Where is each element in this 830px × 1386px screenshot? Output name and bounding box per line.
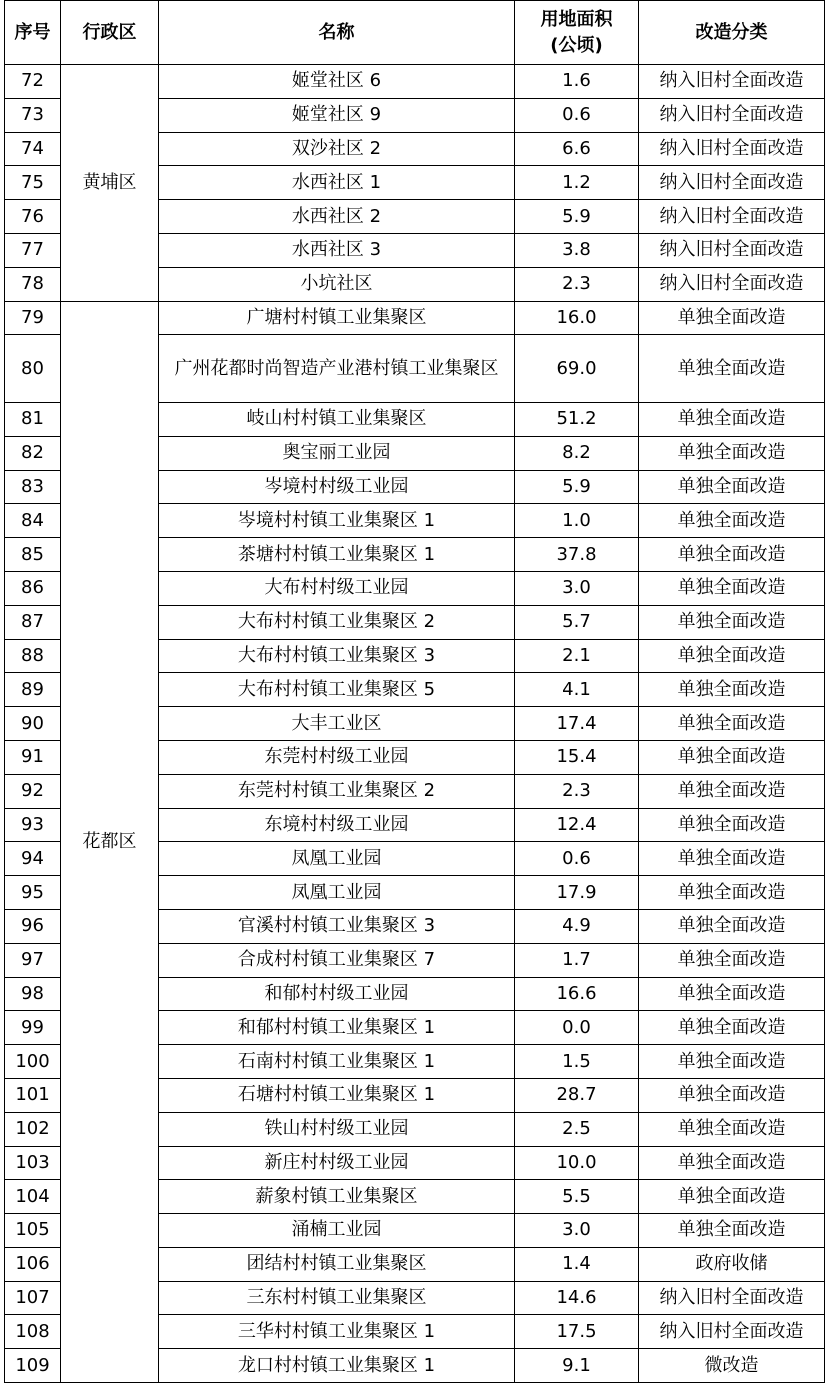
row-area: 16.0 — [515, 301, 639, 335]
row-index: 86 — [5, 571, 61, 605]
row-type: 单独全面改造 — [639, 470, 825, 504]
row-type: 单独全面改造 — [639, 876, 825, 910]
row-index: 84 — [5, 504, 61, 538]
row-type: 单独全面改造 — [639, 673, 825, 707]
row-name: 东莞村村级工业园 — [159, 740, 515, 774]
row-type: 单独全面改造 — [639, 1180, 825, 1214]
row-index: 77 — [5, 233, 61, 267]
row-area: 5.9 — [515, 470, 639, 504]
row-index: 95 — [5, 876, 61, 910]
row-index: 92 — [5, 774, 61, 808]
row-area: 3.8 — [515, 233, 639, 267]
row-name: 水西社区 1 — [159, 166, 515, 200]
row-index: 104 — [5, 1180, 61, 1214]
row-name: 东莞村村镇工业集聚区 2 — [159, 774, 515, 808]
row-area: 16.6 — [515, 977, 639, 1011]
row-index: 103 — [5, 1146, 61, 1180]
row-name: 姬堂社区 6 — [159, 65, 515, 99]
row-type: 单独全面改造 — [639, 436, 825, 470]
row-area: 3.0 — [515, 1214, 639, 1248]
row-area: 9.1 — [515, 1349, 639, 1383]
row-type: 政府收储 — [639, 1247, 825, 1281]
row-name: 和郁村村镇工业集聚区 1 — [159, 1011, 515, 1045]
row-area: 14.6 — [515, 1281, 639, 1315]
row-index: 76 — [5, 200, 61, 234]
row-area: 17.9 — [515, 876, 639, 910]
row-type: 纳入旧村全面改造 — [639, 132, 825, 166]
row-index: 80 — [5, 335, 61, 403]
row-type: 单独全面改造 — [639, 808, 825, 842]
row-name: 凤凰工业园 — [159, 842, 515, 876]
row-area: 4.9 — [515, 909, 639, 943]
row-index: 102 — [5, 1112, 61, 1146]
row-area: 51.2 — [515, 402, 639, 436]
row-name: 水西社区 2 — [159, 200, 515, 234]
row-index: 83 — [5, 470, 61, 504]
row-area: 3.0 — [515, 571, 639, 605]
row-index: 99 — [5, 1011, 61, 1045]
row-name: 广州花都时尚智造产业港村镇工业集聚区 — [159, 335, 515, 403]
header-name: 名称 — [159, 1, 515, 65]
row-index: 90 — [5, 707, 61, 741]
row-type: 单独全面改造 — [639, 1045, 825, 1079]
row-type: 单独全面改造 — [639, 1011, 825, 1045]
row-index: 72 — [5, 65, 61, 99]
row-index: 85 — [5, 538, 61, 572]
row-name: 和郁村村级工业园 — [159, 977, 515, 1011]
row-name: 石南村村镇工业集聚区 1 — [159, 1045, 515, 1079]
row-type: 单独全面改造 — [639, 1214, 825, 1248]
row-type: 单独全面改造 — [639, 402, 825, 436]
row-index: 105 — [5, 1214, 61, 1248]
district-cell: 黄埔区 — [61, 65, 159, 302]
row-index: 109 — [5, 1349, 61, 1383]
row-type: 纳入旧村全面改造 — [639, 1315, 825, 1349]
row-type: 纳入旧村全面改造 — [639, 1281, 825, 1315]
row-type: 纳入旧村全面改造 — [639, 233, 825, 267]
row-name: 大布村村镇工业集聚区 2 — [159, 605, 515, 639]
row-index: 97 — [5, 943, 61, 977]
row-name: 合成村村镇工业集聚区 7 — [159, 943, 515, 977]
row-name: 大丰工业区 — [159, 707, 515, 741]
row-type: 单独全面改造 — [639, 639, 825, 673]
district-cell: 花都区 — [61, 301, 159, 1383]
row-index: 89 — [5, 673, 61, 707]
row-type: 单独全面改造 — [639, 1078, 825, 1112]
row-area: 4.1 — [515, 673, 639, 707]
row-index: 87 — [5, 605, 61, 639]
row-type: 单独全面改造 — [639, 1146, 825, 1180]
row-area: 15.4 — [515, 740, 639, 774]
row-name: 岑境村村级工业园 — [159, 470, 515, 504]
row-type: 单独全面改造 — [639, 943, 825, 977]
row-area: 5.9 — [515, 200, 639, 234]
row-name: 大布村村镇工业集聚区 5 — [159, 673, 515, 707]
row-name: 茶塘村村镇工业集聚区 1 — [159, 538, 515, 572]
row-type: 单独全面改造 — [639, 571, 825, 605]
row-type: 纳入旧村全面改造 — [639, 267, 825, 301]
row-index: 94 — [5, 842, 61, 876]
row-name: 水西社区 3 — [159, 233, 515, 267]
row-name: 大布村村级工业园 — [159, 571, 515, 605]
row-type: 单独全面改造 — [639, 909, 825, 943]
row-area: 37.8 — [515, 538, 639, 572]
row-area: 17.4 — [515, 707, 639, 741]
row-area: 12.4 — [515, 808, 639, 842]
row-index: 75 — [5, 166, 61, 200]
row-type: 单独全面改造 — [639, 605, 825, 639]
row-name: 官溪村村镇工业集聚区 3 — [159, 909, 515, 943]
header-area-line1: 用地面积 — [540, 8, 613, 30]
row-area: 2.3 — [515, 267, 639, 301]
row-index: 98 — [5, 977, 61, 1011]
row-index: 100 — [5, 1045, 61, 1079]
row-type: 单独全面改造 — [639, 538, 825, 572]
row-name: 广塘村村镇工业集聚区 — [159, 301, 515, 335]
row-index: 96 — [5, 909, 61, 943]
row-index: 108 — [5, 1315, 61, 1349]
row-type: 单独全面改造 — [639, 842, 825, 876]
row-area: 10.0 — [515, 1146, 639, 1180]
table-header-row — [5, 1, 825, 65]
row-index: 73 — [5, 98, 61, 132]
row-area: 2.3 — [515, 774, 639, 808]
row-type: 纳入旧村全面改造 — [639, 98, 825, 132]
row-name: 龙口村村镇工业集聚区 1 — [159, 1349, 515, 1383]
row-area: 0.6 — [515, 98, 639, 132]
row-index: 91 — [5, 740, 61, 774]
row-area: 1.7 — [515, 943, 639, 977]
row-type: 单独全面改造 — [639, 1112, 825, 1146]
row-index: 93 — [5, 808, 61, 842]
row-index: 106 — [5, 1247, 61, 1281]
table-row — [5, 301, 825, 335]
row-area: 1.2 — [515, 166, 639, 200]
header-area-line2: (公顷) — [550, 34, 603, 56]
row-type: 单独全面改造 — [639, 707, 825, 741]
row-index: 78 — [5, 267, 61, 301]
row-name: 小坑社区 — [159, 267, 515, 301]
row-name: 铁山村村级工业园 — [159, 1112, 515, 1146]
row-name: 凤凰工业园 — [159, 876, 515, 910]
row-name: 薪象村镇工业集聚区 — [159, 1180, 515, 1214]
row-type: 纳入旧村全面改造 — [639, 65, 825, 99]
row-type: 纳入旧村全面改造 — [639, 200, 825, 234]
row-index: 81 — [5, 402, 61, 436]
row-type: 单独全面改造 — [639, 977, 825, 1011]
row-name: 东境村村级工业园 — [159, 808, 515, 842]
row-area: 0.0 — [515, 1011, 639, 1045]
table-row — [5, 65, 825, 99]
row-index: 82 — [5, 436, 61, 470]
row-type: 单独全面改造 — [639, 740, 825, 774]
row-area: 1.0 — [515, 504, 639, 538]
row-index: 88 — [5, 639, 61, 673]
row-name: 团结村村镇工业集聚区 — [159, 1247, 515, 1281]
header-area — [515, 1, 639, 65]
row-name: 岐山村村镇工业集聚区 — [159, 402, 515, 436]
row-index: 107 — [5, 1281, 61, 1315]
row-name: 大布村村镇工业集聚区 3 — [159, 639, 515, 673]
row-type: 单独全面改造 — [639, 301, 825, 335]
row-name: 姬堂社区 9 — [159, 98, 515, 132]
row-index: 101 — [5, 1078, 61, 1112]
row-area: 8.2 — [515, 436, 639, 470]
row-type: 单独全面改造 — [639, 335, 825, 403]
row-name: 奥宝丽工业园 — [159, 436, 515, 470]
header-district: 行政区 — [61, 1, 159, 65]
row-area: 2.1 — [515, 639, 639, 673]
land-renovation-table — [4, 0, 825, 1383]
row-type: 单独全面改造 — [639, 774, 825, 808]
row-area: 1.5 — [515, 1045, 639, 1079]
row-area: 1.6 — [515, 65, 639, 99]
row-area: 17.5 — [515, 1315, 639, 1349]
row-name: 涌楠工业园 — [159, 1214, 515, 1248]
row-area: 1.4 — [515, 1247, 639, 1281]
row-name: 双沙社区 2 — [159, 132, 515, 166]
row-name: 石塘村村镇工业集聚区 1 — [159, 1078, 515, 1112]
table-body — [5, 65, 825, 1383]
row-area: 69.0 — [515, 335, 639, 403]
row-area: 2.5 — [515, 1112, 639, 1146]
row-area: 28.7 — [515, 1078, 639, 1112]
header-type: 改造分类 — [639, 1, 825, 65]
row-index: 79 — [5, 301, 61, 335]
row-index: 74 — [5, 132, 61, 166]
header-index: 序号 — [5, 1, 61, 65]
row-type: 纳入旧村全面改造 — [639, 166, 825, 200]
row-area: 0.6 — [515, 842, 639, 876]
row-type: 微改造 — [639, 1349, 825, 1383]
row-name: 岑境村村镇工业集聚区 1 — [159, 504, 515, 538]
row-name: 三华村村镇工业集聚区 1 — [159, 1315, 515, 1349]
row-area: 5.7 — [515, 605, 639, 639]
row-type: 单独全面改造 — [639, 504, 825, 538]
row-area: 5.5 — [515, 1180, 639, 1214]
row-name: 三东村村镇工业集聚区 — [159, 1281, 515, 1315]
row-area: 6.6 — [515, 132, 639, 166]
row-name: 新庄村村级工业园 — [159, 1146, 515, 1180]
